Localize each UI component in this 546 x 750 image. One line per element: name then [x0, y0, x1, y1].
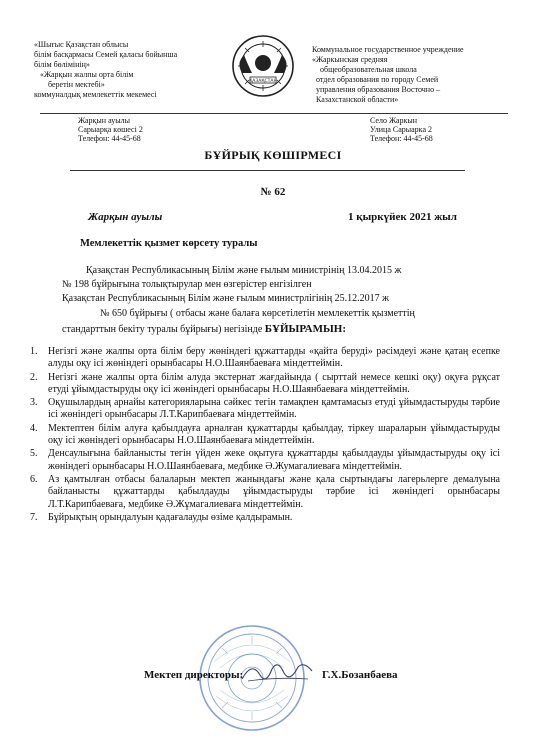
list-item: [30, 372, 500, 397]
preamble-line-5: [62, 322, 346, 337]
header-right-russian: [312, 45, 512, 105]
item-text: Негізгі және жалпы орта білім беру жөніндегі құжаттарды «қайта беруді» рәсімдеуі және қатаң есепке алуды оқу ісі жөніндегі орынбасары Н.О.Шаянбаеваға міндеттеймін.: [48, 346, 500, 370]
header-left-line: беретін мектебі»: [48, 80, 105, 89]
address-right-line: Телефон: 44-45-68: [370, 134, 433, 143]
state-emblem-icon: [230, 33, 296, 99]
director-name: Г.Х.Бозанбаева: [322, 669, 398, 681]
item-text: Оқушылардың арнайы категорияларына сәйкес тегін тамақпен қамтамасыз етуді ұйымдастыруды тәрбие ісі жөніндегі орынбасары Л.Т.Карипбаеваға міндеттеймін.: [48, 397, 500, 421]
header-right-line: Коммунальное государственное учреждение: [312, 45, 464, 54]
item-text: Мектептен білім алуға қабылдауға арналған құжаттарды қабылдау, тіркеу шараларын ұйымдастыруды оқу ісі жөніндегі орынбасары Н.О.Шаянбаеваға міндеттеймін.: [48, 422, 500, 447]
address-right-line: Улица Сарыарка 2: [370, 125, 432, 134]
preamble-line-1: Қазақстан Республикасының Білім және ғылым министрінің 13.04.2015 ж: [86, 265, 402, 276]
item-text: Денсаулығына байланысты тегін үйден жеке оқытуға құжаттарды қабылдауды ұйымдастыруды оқу ісі жөніндегі орынбасары Н.О.Шаянбаеваға, медбике Ә.Жумагалиеваға міндеттеймін.: [48, 448, 500, 472]
preamble-line-3: Қазақстан Республикасының Білім және ғылым министрлігінің 25.12.2017 ж: [62, 293, 390, 304]
address-left-line: Сарыарқа көшесі 2: [78, 125, 143, 134]
order-place: Жарқын ауылы: [88, 211, 163, 223]
header-left-kazakh: [34, 40, 224, 100]
header-right-line: Казахстанской области»: [316, 95, 399, 104]
signature-label: Мектеп директоры:: [144, 669, 244, 681]
order-number: № 62: [260, 186, 286, 198]
address-left-line: Телефон: 44-45-68: [78, 134, 141, 143]
emblem-text: ҚАЗАҚСТАН: [249, 79, 277, 84]
item-text: Бұйрықтың орындалуын қадағалауды өзіме қалдырамын.: [48, 511, 293, 523]
list-item: [30, 512, 500, 524]
list-item: [30, 423, 500, 448]
item-number: 1.: [30, 346, 38, 357]
list-item: [30, 448, 500, 473]
preamble-line-5-text: стандарттын бекіту туралы бұйрығы) негізінде: [62, 324, 265, 335]
preamble-line-2: № 198 бұйрығына толықтырулар мен өзгерістер енгізілген: [62, 279, 312, 290]
order-keyword: БҰЙЫРАМЫН:: [264, 323, 346, 335]
header-left-line: білім басқармасы Семей қаласы бойынша: [34, 50, 178, 59]
order-items-list: [30, 346, 500, 525]
item-number: 7.: [30, 511, 38, 523]
item-number: 3.: [30, 397, 38, 409]
address-left: [78, 116, 143, 143]
address-right: [370, 116, 433, 143]
header-right-line: отдел образования по городу Семей: [316, 75, 439, 84]
item-number: 2.: [30, 371, 38, 383]
title-underline: [70, 170, 465, 171]
header-right-line: общеобразовательная школа: [320, 65, 417, 74]
item-number: 5.: [30, 448, 38, 460]
header-right-line: «Жаркынская средняя: [312, 55, 388, 64]
item-text: Аз қамтылған отбасы балаларын мектеп жанындағы және қала сыртындағы лагерьлерге демалуына байланысты құжаттарды қабылдауды ұйымдастыруды тәрбие ісі жөніндегі орынбасары Л.Т.Карипбаеваға, медбике Ә.Жұмагалиеваға міндеттеймін.: [48, 473, 500, 510]
item-number: 6.: [30, 473, 38, 485]
handwritten-signature-icon: [238, 655, 316, 689]
header-left-line: коммуналдық мемлекеттік мекемесі: [34, 90, 157, 99]
document-title: БҰЙРЫҚ КӨШІРМЕСІ: [204, 148, 342, 162]
list-item: [30, 346, 500, 371]
header-left-line: «Шығыс Қазақстан облысы: [34, 40, 129, 49]
preamble-line-4: № 650 бұйрығы ( отбасы және балаға көрсетілетін мемлекеттік қызметтің: [100, 308, 415, 319]
header-left-line: «Жарқын жалпы орта білім: [40, 70, 134, 79]
list-item: [30, 397, 500, 422]
item-number: 4.: [30, 422, 38, 434]
header-divider: [40, 113, 508, 114]
header-left-line: білім бөлімінің»: [34, 60, 90, 69]
list-item: [30, 474, 500, 511]
item-text: Негізгі және жалпы орта білім алуда экстернат жағдайында ( сырттай немесе кешкі оқу) оқуға рұқсат етуді ұйымдастыруды оқу ісі жөніндегі орынбасары Н.О.Шаянбаеваға міндеттеймін.: [48, 371, 500, 395]
order-subject: Мемлекеттік қызмет көрсету туралы: [80, 238, 258, 249]
address-left-line: Жарқын ауылы: [78, 116, 130, 125]
address-right-line: Село Жаркын: [370, 116, 418, 125]
order-date: 1 қыркүйек 2021 жыл: [348, 211, 457, 223]
header-right-line: управления образования Восточно –: [316, 85, 441, 94]
